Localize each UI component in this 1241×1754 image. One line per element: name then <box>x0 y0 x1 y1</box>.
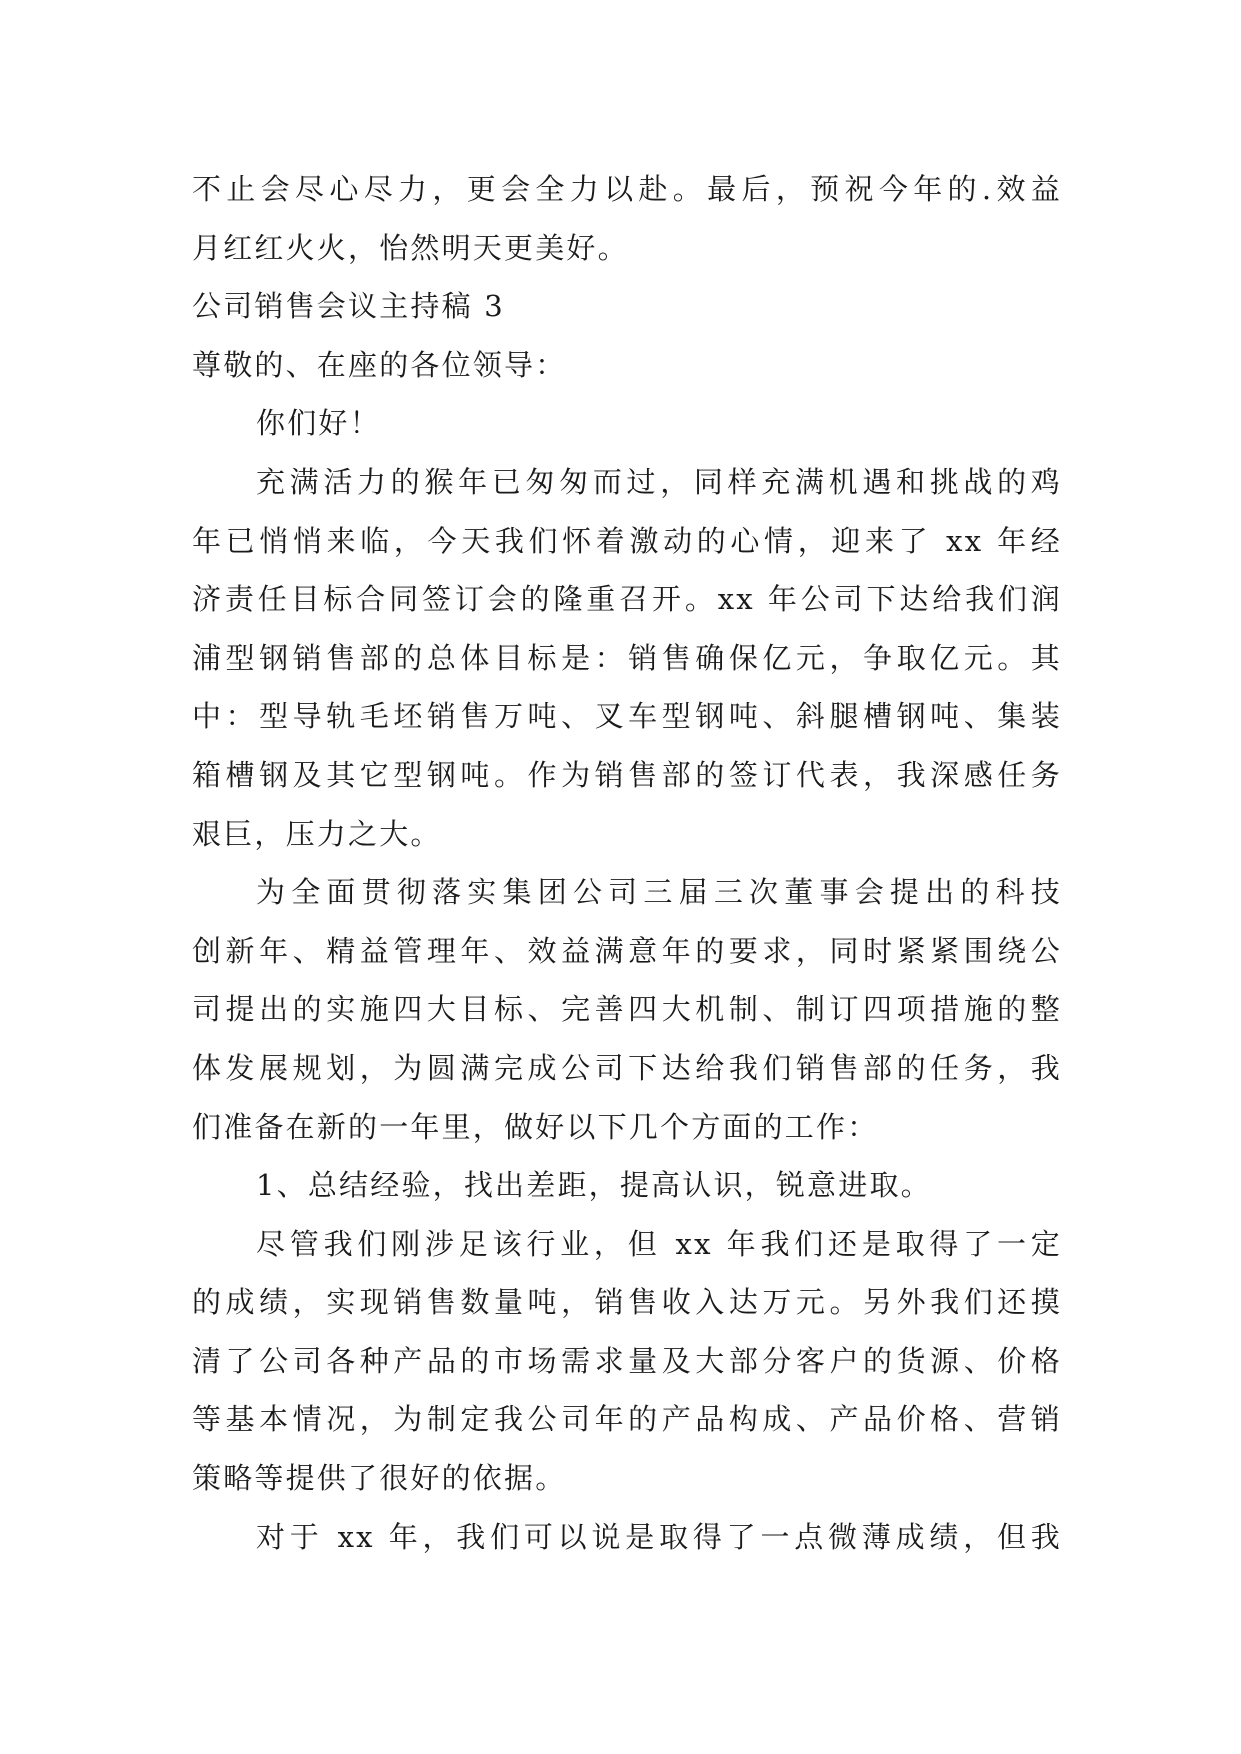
text-line: 艰巨，压力之大。 <box>192 816 442 851</box>
text-line: 司提出的实施四大目标、完善四大机制、制订四项措施的整 <box>192 992 1062 1027</box>
text-line: 为全面贯彻落实集团公司三届三次董事会提出的科技 <box>256 875 1062 910</box>
document-body <box>192 160 1062 1566</box>
text-line: 创新年、精益管理年、效益满意年的要求，同时紧紧围绕公 <box>192 933 1062 968</box>
text-line: 浦型钢销售部的总体目标是：销售确保亿元，争取亿元。其 <box>192 640 1062 675</box>
text-line: 不止会尽心尽力，更会全力以赴。最后，预祝今年的.效益 <box>192 172 1062 206</box>
text-line: 月红红火火，怡然明天更美好。 <box>192 230 629 265</box>
text-line: 济责任目标合同签订会的隆重召开。xx 年公司下达给我们润 <box>192 582 1062 617</box>
text-line: 中：型导轨毛坯销售万吨、叉车型钢吨、斜腿槽钢吨、集装 <box>192 699 1062 734</box>
text-line: 充满活力的猴年已匆匆而过，同样充满机遇和挑战的鸡 <box>256 464 1062 499</box>
text-line: 1、总结经验，找出差距，提高认识，锐意进取。 <box>256 1168 932 1203</box>
text-line: 你们好！ <box>256 406 381 441</box>
text-line: 清了公司各种产品的市场需求量及大部分客户的货源、价格 <box>192 1343 1062 1378</box>
text-line: 对于 xx 年，我们可以说是取得了一点微薄成绩，但我 <box>256 1519 1062 1554</box>
text-line: 尊敬的、在座的各位领导： <box>192 347 567 382</box>
text-line: 的成绩，实现销售数量吨，销售收入达万元。另外我们还摸 <box>192 1285 1062 1320</box>
text-line: 年已悄悄来临，今天我们怀着激动的心情，迎来了 xx 年经 <box>192 523 1062 558</box>
text-line: 体发展规划，为圆满完成公司下达给我们销售部的任务，我 <box>192 1050 1062 1085</box>
text-line: 公司销售会议主持稿 3 <box>192 289 505 324</box>
text-line: 策略等提供了很好的依据。 <box>192 1461 567 1496</box>
text-line: 等基本情况，为制定我公司年的产品构成、产品价格、营销 <box>192 1402 1062 1437</box>
text-line: 箱槽钢及其它型钢吨。作为销售部的签订代表，我深感任务 <box>192 757 1062 792</box>
text-line: 们准备在新的一年里，做好以下几个方面的工作： <box>192 1109 879 1144</box>
text-line: 尽管我们刚涉足该行业，但 xx 年我们还是取得了一定 <box>256 1226 1062 1261</box>
